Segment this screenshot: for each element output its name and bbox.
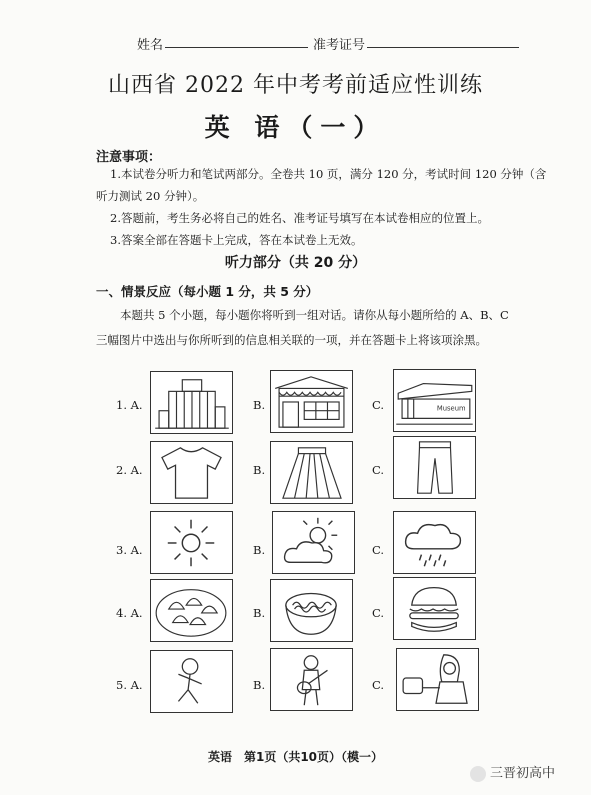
option-a-sunny[interactable] (150, 511, 233, 574)
note-line: 3.答案全部在答题卡上完成，答在本试卷上无效。 (110, 233, 363, 247)
option-label-b: B. (253, 606, 266, 620)
boy-running-icon (151, 651, 232, 712)
option-c-trousers[interactable] (393, 436, 476, 499)
option-label-b: B. (253, 398, 266, 412)
exam-title: 山西省 2022 年中考考前适应性训练 (108, 73, 483, 98)
option-b-boy-guitar[interactable] (270, 648, 353, 711)
boy-guitar-icon (271, 649, 352, 710)
shop-icon (271, 371, 352, 432)
name-underline (165, 47, 308, 48)
watermark-text: 三晋初高中 (490, 766, 556, 781)
section-heading: 一、情景反应（每小题 1 分，共 5 分） (96, 284, 319, 299)
option-label-c: C. (372, 678, 385, 692)
option-a-building[interactable] (150, 371, 233, 434)
sun-icon (151, 512, 232, 573)
name-label: 姓名 (137, 38, 164, 53)
exam-number-label: 准考证号 (313, 38, 366, 53)
question-number: 5. A. (116, 678, 143, 692)
museum-icon (394, 370, 475, 431)
note-line: 听力测试 20 分钟）。 (96, 189, 205, 203)
building-icon (151, 372, 232, 433)
note-line: 2.答题前，考生务必将自己的姓名、准考证号填写在本试卷相应的位置上。 (110, 211, 489, 225)
option-a-boy-running[interactable] (150, 650, 233, 713)
option-c-hamburger[interactable] (393, 577, 476, 640)
noodles-icon (271, 580, 352, 641)
girl-reading-icon (397, 649, 478, 710)
listening-heading: 听力部分（共 20 分） (224, 255, 367, 271)
instruction-line: 本题共 5 个小题，每小题你将听到一组对话。请你从每小题所给的 A、B、C (120, 308, 509, 322)
option-label-b: B. (253, 543, 266, 557)
option-c-girl-reading[interactable] (396, 648, 479, 711)
option-b-sun-cloud[interactable] (272, 511, 355, 574)
option-label-b: B. (253, 678, 266, 692)
question-number: 1. A. (116, 398, 143, 412)
rain-cloud-icon (394, 512, 475, 573)
sun-cloud-icon (273, 512, 354, 573)
trousers-icon (394, 437, 475, 498)
question-number: 2. A. (116, 463, 143, 477)
option-label-b: B. (253, 463, 266, 477)
instruction-line: 三幅图片中选出与你所听到的信息相关联的一项，并在答题卡上将该项涂黑。 (96, 333, 487, 347)
option-b-noodles[interactable] (270, 579, 353, 642)
option-label-c: C. (372, 398, 385, 412)
option-label-c: C. (372, 543, 385, 557)
dumplings-icon (151, 580, 232, 641)
option-b-shop[interactable] (270, 370, 353, 433)
note-line: 1.本试卷分听力和笔试两部分。全卷共 10 页，满分 120 分，考试时间 120 分钟（含 (110, 167, 547, 181)
option-c-museum[interactable] (393, 369, 476, 432)
tshirt-icon (151, 442, 232, 503)
option-label-c: C. (372, 606, 385, 620)
museum-sign-text: Museum (436, 404, 466, 413)
watermark (470, 762, 555, 782)
notes-heading: 注意事项： (96, 150, 162, 165)
option-a-tshirt[interactable] (150, 441, 233, 504)
option-label-c: C. (372, 463, 385, 477)
subject-title: 英 语（一） (204, 113, 387, 142)
question-number: 4. A. (116, 606, 143, 620)
option-c-rain[interactable] (393, 511, 476, 574)
wechat-icon (470, 766, 486, 782)
page-footer: 英语 第1页（共10页）（模一） (207, 750, 384, 764)
question-number: 3. A. (116, 543, 143, 557)
skirt-icon (271, 442, 352, 503)
hamburger-icon (394, 578, 475, 639)
option-a-dumplings[interactable] (150, 579, 233, 642)
exam-number-underline (367, 47, 519, 48)
option-b-skirt[interactable] (270, 441, 353, 504)
